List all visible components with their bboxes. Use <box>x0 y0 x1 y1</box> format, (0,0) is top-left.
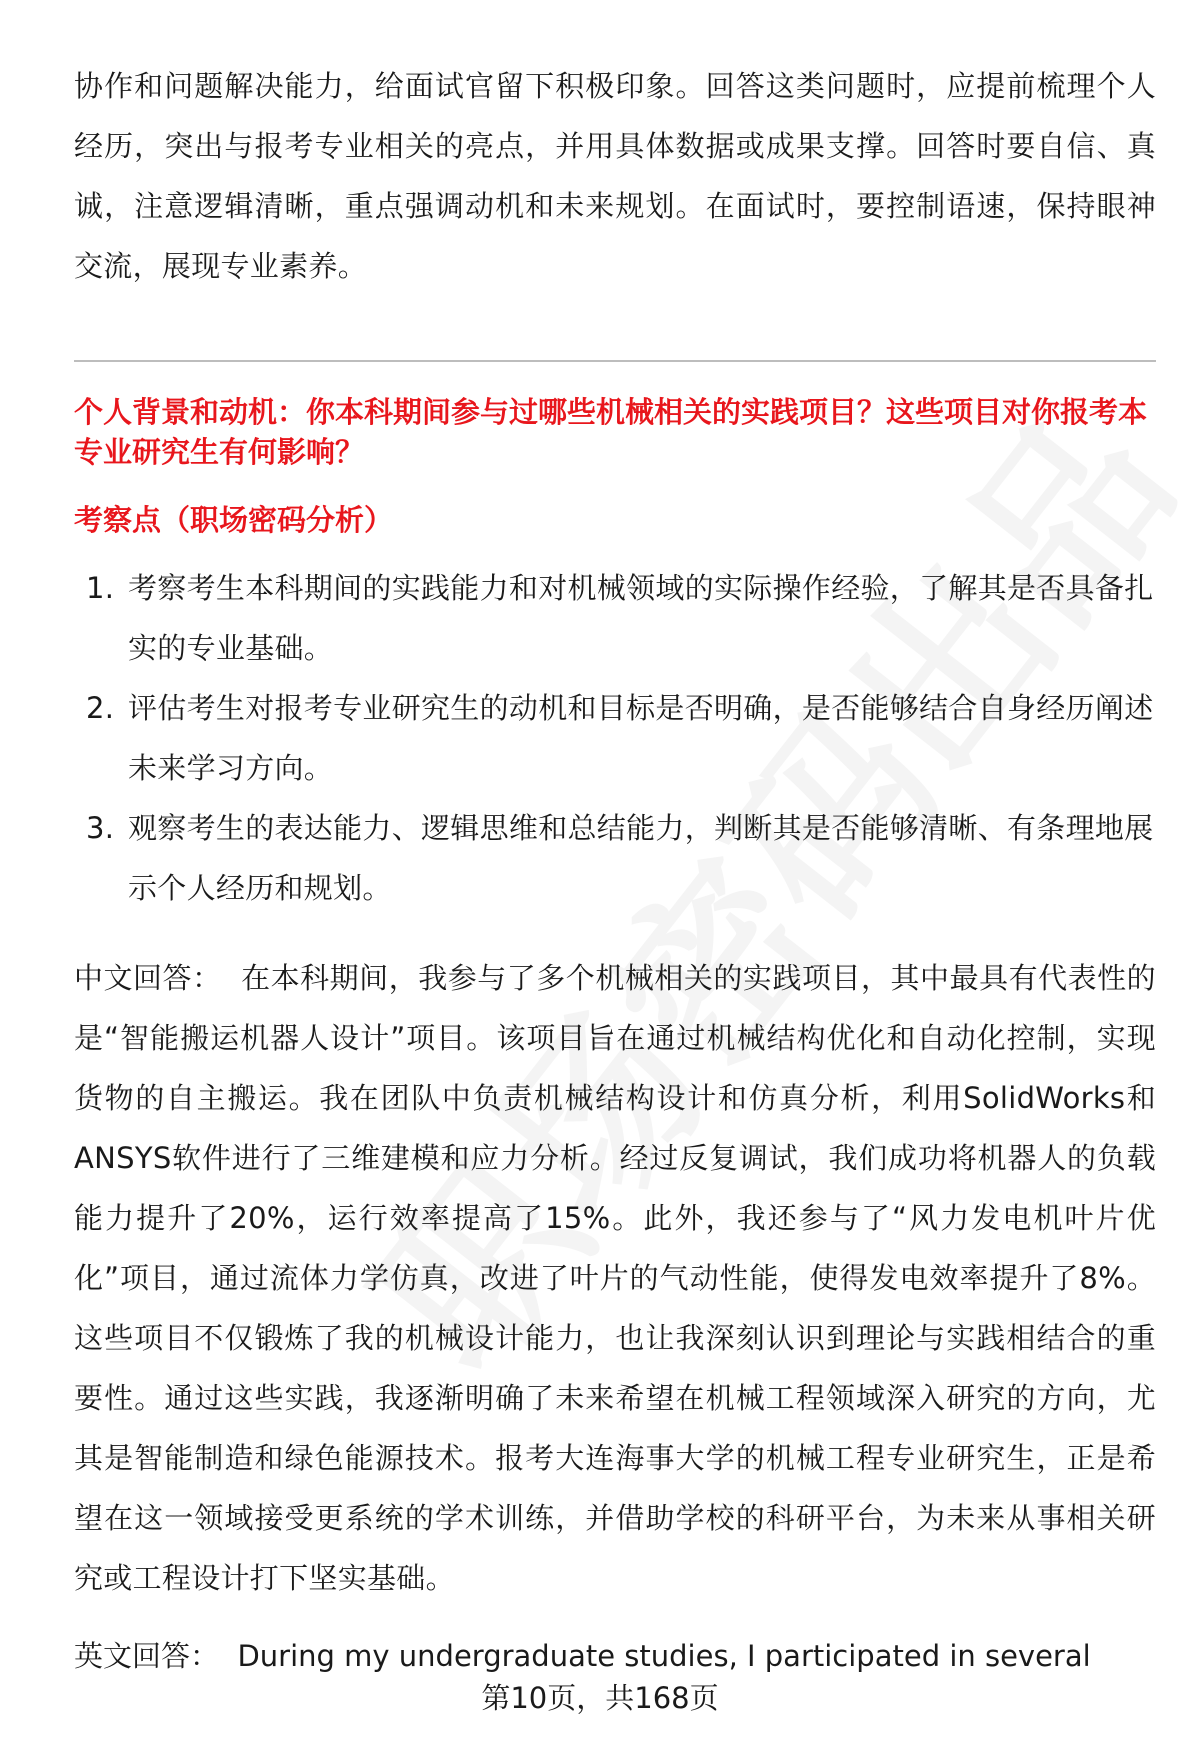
list-item-text: 评估考生对报考专业研究生的动机和目标是否明确，是否能够结合自身经历阐述未来学习方向。 <box>128 691 1154 785</box>
list-item <box>74 558 1156 678</box>
english-answer-label: 英文回答： <box>74 1639 220 1673</box>
chinese-answer-text: 在本科期间，我参与了多个机械相关的实践项目，其中最具有代表性的是“智能搬运机器人设计”项目。该项目旨在通过机械结构优化和自动化控制，实现货物的自主搬运。我在团队中负责机械结构设计和仿真分析，利用SolidWorks和ANSYS软件进行了三维建模和应力分析。经过反复调试，我们成功将机器人的负载能力提升了20%，运行效率提高了15%。此外，我还参与了“风力发电机叶片优化”项目，通过流体力学仿真，改进了叶片的气动性能，使得发电效率提升了8%。这些项目不仅锻炼了我的机械设计能力，也让我深刻认识到理论与实践相结合的重要性。通过这些实践，我逐渐明确了未来希望在机械工程领域深入研究的方向，尤其是智能制造和绿色能源技术。报考大连海事大学的机械工程专业研究生，正是希望在这一领域接受更系统的学术训练，并借助学校的科研平台，为未来从事相关研究或工程设计打下坚实基础。 <box>74 961 1156 1595</box>
page-number-footer: 第10页，共168页 <box>481 1681 719 1715</box>
chinese-answer <box>74 948 1156 1608</box>
section-divider <box>74 360 1156 362</box>
question-title: 个人背景和动机：你本科期间参与过哪些机械相关的实践项目？这些项目对你报考本专业研究生有何影响？ <box>74 395 1148 469</box>
english-answer <box>74 1636 1156 1676</box>
list-item <box>74 678 1156 798</box>
assessment-points-list <box>74 558 1156 918</box>
list-item-number: 3. <box>86 811 115 845</box>
list-item-text: 观察考生的表达能力、逻辑思维和总结能力，判断其是否能够清晰、有条理地展示个人经历和规划。 <box>128 811 1154 905</box>
list-item-text: 考察考生本科期间的实践能力和对机械领域的实际操作经验，了解其是否具备扎实的专业基础。 <box>128 571 1154 665</box>
chinese-answer-label: 中文回答： <box>74 961 222 995</box>
intro-paragraph: 协作和问题解决能力，给面试官留下积极印象。回答这类问题时，应提前梳理个人经历，突出与报考专业相关的亮点，并用具体数据或成果支撑。回答时要自信、真诚，注意逻辑清晰，重点强调动机和未来规划。在面试时，要控制语速，保持眼神交流，展现专业素养。 <box>74 69 1156 283</box>
points-heading: 考察点（职场密码分析） <box>74 503 394 537</box>
list-item-number: 1. <box>86 571 115 605</box>
list-item-number: 2. <box>86 691 115 725</box>
document-page <box>74 56 1156 1705</box>
english-answer-text: During my undergraduate studies, I participated in several <box>237 1639 1091 1673</box>
list-item <box>74 798 1156 918</box>
